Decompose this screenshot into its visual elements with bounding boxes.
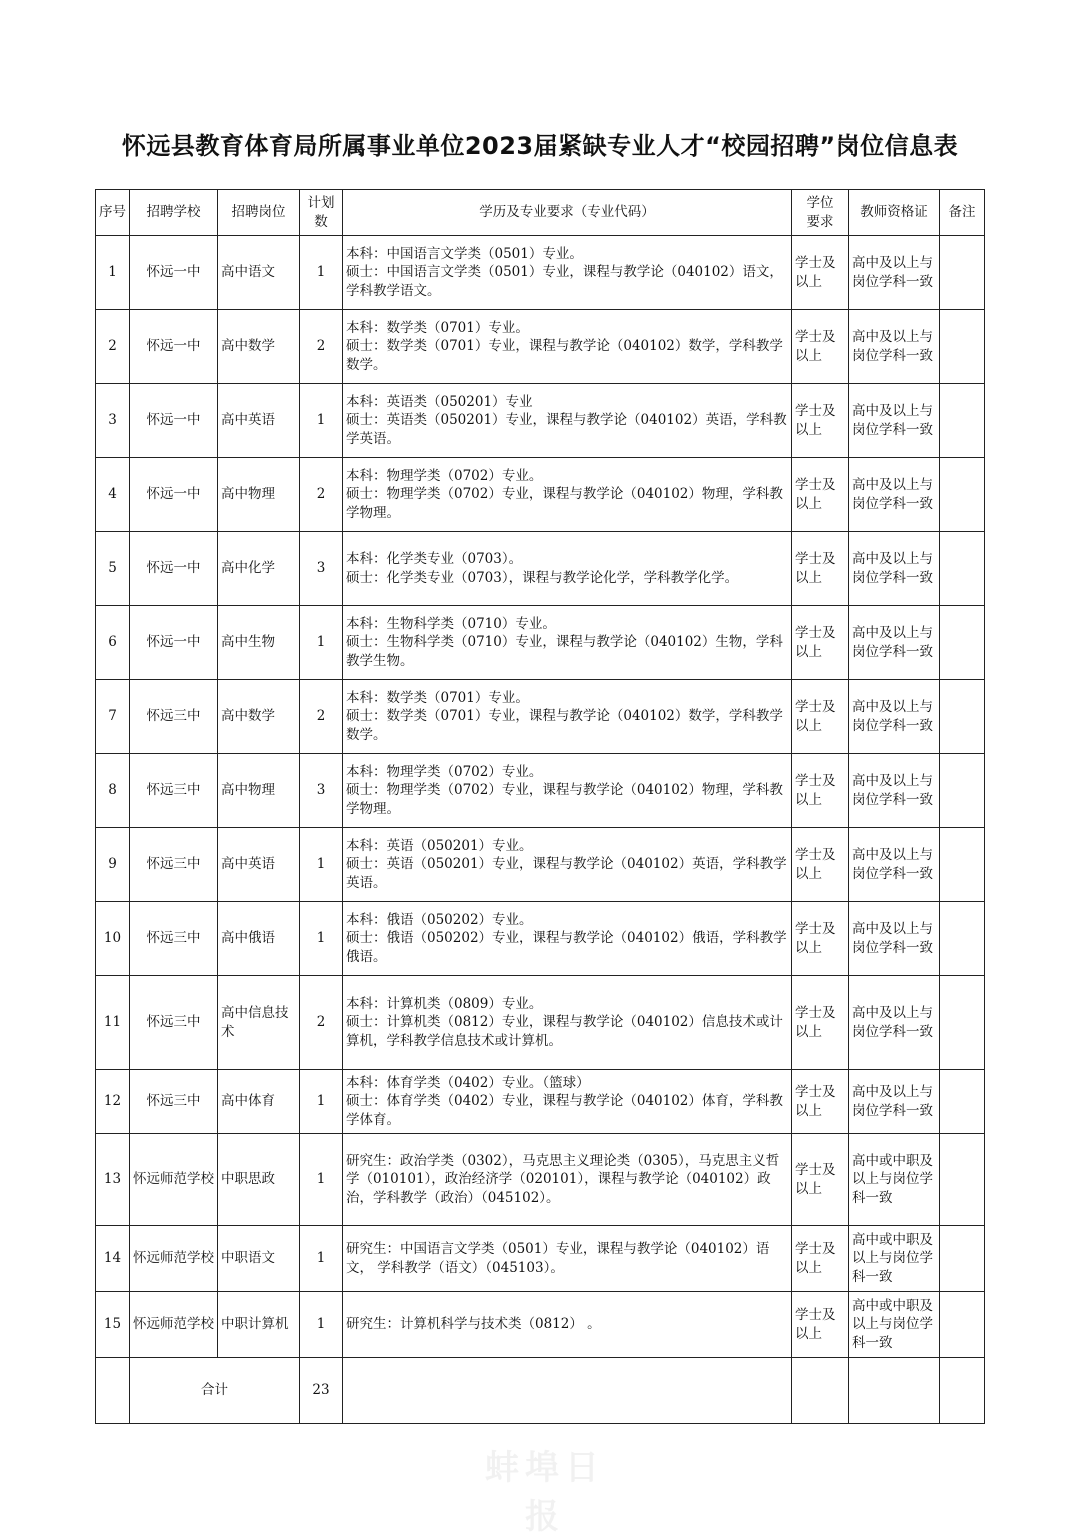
header-school: 招聘学校 (130, 190, 218, 236)
row-school: 怀远三中 (130, 976, 218, 1070)
row-index: 14 (96, 1226, 130, 1292)
row-index: 7 (96, 680, 130, 754)
row-index: 2 (96, 310, 130, 384)
requirement-line: 硕士：英语（050201）专业，课程与教学论（040102）英语，学科教学英语。 (346, 856, 787, 891)
row-count: 1 (300, 828, 343, 902)
total-count: 23 (300, 1358, 343, 1424)
requirement-line: 研究生：计算机科学与技术类（0812） 。 (346, 1316, 601, 1333)
total-remark-cell (940, 1358, 985, 1424)
requirement-line: 本科：物理学类（0702）专业。 (346, 763, 543, 780)
row-requirements (343, 1226, 792, 1292)
table-row (96, 310, 985, 384)
row-certificate: 高中及以上与岗位学科一致 (849, 458, 940, 532)
row-index: 5 (96, 532, 130, 606)
row-certificate: 高中及以上与岗位学科一致 (849, 606, 940, 680)
row-certificate: 高中或中职及以上与岗位学科一致 (849, 1226, 940, 1292)
row-requirements (343, 1292, 792, 1358)
row-degree: 学士及以上 (792, 976, 849, 1070)
row-remark (940, 902, 985, 976)
row-index: 3 (96, 384, 130, 458)
row-requirements (343, 236, 792, 310)
row-remark (940, 1134, 985, 1226)
row-certificate: 高中及以上与岗位学科一致 (849, 828, 940, 902)
requirement-line: 本科：数学类（0701）专业。 (346, 689, 529, 706)
recruitment-table (95, 189, 985, 1424)
row-requirements (343, 828, 792, 902)
requirement-line: 硕士：数学类（0701）专业，课程与教学论（040102）数学，学科教学数学。 (346, 708, 783, 743)
table-row (96, 902, 985, 976)
row-position: 中职计算机 (218, 1292, 300, 1358)
row-degree: 学士及以上 (792, 532, 849, 606)
row-remark (940, 976, 985, 1070)
requirement-line: 本科：中国语言文学类（0501）专业。 (346, 245, 583, 262)
row-certificate: 高中及以上与岗位学科一致 (849, 754, 940, 828)
row-requirements (343, 902, 792, 976)
row-position: 高中物理 (218, 458, 300, 532)
row-degree: 学士及以上 (792, 680, 849, 754)
table-row (96, 680, 985, 754)
requirement-line: 本科：生物科学类（0710）专业。 (346, 615, 556, 632)
row-position: 高中数学 (218, 680, 300, 754)
row-position: 高中化学 (218, 532, 300, 606)
table-row (96, 754, 985, 828)
requirement-line: 本科：计算机类（0809）专业。 (346, 995, 543, 1012)
table-header-row (96, 190, 985, 236)
row-degree: 学士及以上 (792, 1226, 849, 1292)
requirement-line: 硕士：数学类（0701）专业，课程与教学论（040102）数学，学科教学数学。 (346, 338, 783, 373)
table-row (96, 458, 985, 532)
header-index: 序号 (96, 190, 130, 236)
table-row (96, 532, 985, 606)
row-degree: 学士及以上 (792, 1292, 849, 1358)
row-remark (940, 236, 985, 310)
requirement-line: 研究生：政治学类（0302），马克思主义理论类（0305），马克思主义哲学（010101），政治经济学（020101），课程与教学论（040102）政治，学科教学（政治）（045102）。 (346, 1152, 780, 1206)
table-row (96, 384, 985, 458)
requirement-line: 硕士：体育学类（0402）专业，课程与教学论（040102）体育，学科教学体育。 (346, 1093, 783, 1128)
header-certificate: 教师资格证 (849, 190, 940, 236)
row-count: 3 (300, 532, 343, 606)
requirement-line: 硕士：生物科学类（0710）专业，课程与教学论（040102）生物，学科教学生物。 (346, 634, 783, 669)
row-certificate: 高中及以上与岗位学科一致 (849, 532, 940, 606)
row-count: 1 (300, 1292, 343, 1358)
row-count: 1 (300, 1070, 343, 1134)
row-degree: 学士及以上 (792, 1134, 849, 1226)
row-count: 1 (300, 384, 343, 458)
row-school: 怀远一中 (130, 606, 218, 680)
row-count: 1 (300, 1226, 343, 1292)
row-remark (940, 384, 985, 458)
total-row (96, 1358, 985, 1424)
header-requirements: 学历及专业要求（专业代码） (343, 190, 792, 236)
total-degree-cell (792, 1358, 849, 1424)
row-position: 高中数学 (218, 310, 300, 384)
row-index: 9 (96, 828, 130, 902)
total-blank-cell (96, 1358, 130, 1424)
row-certificate: 高中及以上与岗位学科一致 (849, 680, 940, 754)
total-cert-cell (849, 1358, 940, 1424)
row-school: 怀远一中 (130, 384, 218, 458)
row-position: 高中英语 (218, 384, 300, 458)
row-certificate: 高中及以上与岗位学科一致 (849, 310, 940, 384)
row-school: 怀远一中 (130, 458, 218, 532)
row-certificate: 高中及以上与岗位学科一致 (849, 976, 940, 1070)
table-row (96, 606, 985, 680)
row-remark (940, 754, 985, 828)
row-position: 高中语文 (218, 236, 300, 310)
row-count: 2 (300, 458, 343, 532)
watermark-logo: 蚌埠日报 (485, 1448, 605, 1537)
table-row (96, 236, 985, 310)
row-remark (940, 606, 985, 680)
row-requirements (343, 310, 792, 384)
row-requirements (343, 384, 792, 458)
row-school: 怀远师范学校 (130, 1134, 218, 1226)
row-degree: 学士及以上 (792, 754, 849, 828)
requirement-line: 研究生：中国语言文学类（0501）专业，课程与教学论（040102）语文， 学科教学（语文）（045103）。 (346, 1241, 770, 1276)
table-body (96, 236, 985, 1358)
row-position: 高中物理 (218, 754, 300, 828)
row-remark (940, 1292, 985, 1358)
row-remark (940, 1070, 985, 1134)
row-count: 2 (300, 976, 343, 1070)
row-index: 13 (96, 1134, 130, 1226)
row-position: 高中体育 (218, 1070, 300, 1134)
header-count: 计划数 (300, 190, 343, 236)
row-requirements (343, 680, 792, 754)
row-degree: 学士及以上 (792, 236, 849, 310)
requirement-line: 硕士：英语类（050201）专业，课程与教学论（040102）英语，学科教学英语。 (346, 412, 787, 447)
row-remark (940, 1226, 985, 1292)
row-certificate: 高中及以上与岗位学科一致 (849, 902, 940, 976)
page-title: 怀远县教育体育局所属事业单位2023届紧缺专业人才“校园招聘”岗位信息表 (121, 132, 959, 160)
row-requirements (343, 606, 792, 680)
row-school: 怀远一中 (130, 236, 218, 310)
total-req-cell (343, 1358, 792, 1424)
requirement-line: 硕士：物理学类（0702）专业，课程与教学论（040102）物理，学科教学物理。 (346, 486, 783, 521)
row-certificate: 高中或中职及以上与岗位学科一致 (849, 1292, 940, 1358)
requirement-line: 本科：化学类专业（0703）。 (346, 551, 523, 567)
row-count: 3 (300, 754, 343, 828)
requirement-line: 本科：数学类（0701）专业。 (346, 319, 529, 336)
row-requirements (343, 532, 792, 606)
row-count: 1 (300, 236, 343, 310)
header-remarks: 备注 (940, 190, 985, 236)
requirement-line: 本科：英语类（050201）专业 (346, 393, 533, 410)
requirement-line: 本科：物理学类（0702）专业。 (346, 467, 543, 484)
row-school: 怀远师范学校 (130, 1292, 218, 1358)
row-index: 15 (96, 1292, 130, 1358)
row-certificate: 高中及以上与岗位学科一致 (849, 384, 940, 458)
row-school: 怀远师范学校 (130, 1226, 218, 1292)
header-degree: 学位要求 (792, 190, 849, 236)
row-position: 中职语文 (218, 1226, 300, 1292)
requirement-line: 硕士：俄语（050202）专业，课程与教学论（040102）俄语，学科教学俄语。 (346, 930, 787, 965)
table-row (96, 1070, 985, 1134)
row-remark (940, 458, 985, 532)
requirement-line: 本科：俄语（050202）专业。 (346, 911, 533, 928)
requirement-line: 硕士：计算机类（0812）专业，课程与教学论（040102）信息技术或计算机，学科教学信息技术或计算机。 (346, 1014, 783, 1049)
row-requirements (343, 458, 792, 532)
row-requirements (343, 976, 792, 1070)
row-remark (940, 532, 985, 606)
header-position: 招聘岗位 (218, 190, 300, 236)
row-school: 怀远三中 (130, 1070, 218, 1134)
row-certificate: 高中及以上与岗位学科一致 (849, 1070, 940, 1134)
row-position: 高中俄语 (218, 902, 300, 976)
row-count: 1 (300, 606, 343, 680)
table-row (96, 976, 985, 1070)
row-school: 怀远一中 (130, 532, 218, 606)
row-degree: 学士及以上 (792, 902, 849, 976)
row-index: 1 (96, 236, 130, 310)
row-certificate: 高中及以上与岗位学科一致 (849, 236, 940, 310)
row-degree: 学士及以上 (792, 384, 849, 458)
row-position: 高中生物 (218, 606, 300, 680)
requirement-line: 本科：体育学类（0402）专业。（篮球） (346, 1074, 590, 1091)
row-index: 11 (96, 976, 130, 1070)
row-degree: 学士及以上 (792, 458, 849, 532)
table-row (96, 1292, 985, 1358)
row-certificate: 高中或中职及以上与岗位学科一致 (849, 1134, 940, 1226)
row-school: 怀远三中 (130, 902, 218, 976)
row-remark (940, 828, 985, 902)
requirement-line: 硕士：物理学类（0702）专业，课程与教学论（040102）物理，学科教学物理。 (346, 782, 783, 817)
table-row (96, 828, 985, 902)
row-school: 怀远三中 (130, 828, 218, 902)
requirement-line: 硕士：中国语言文学类（0501）专业，课程与教学论（040102）语文，学科教学语文。 (346, 264, 783, 299)
row-requirements (343, 754, 792, 828)
row-school: 怀远三中 (130, 754, 218, 828)
row-remark (940, 310, 985, 384)
row-degree: 学士及以上 (792, 828, 849, 902)
total-label: 合计 (130, 1358, 300, 1424)
row-position: 高中信息技术 (218, 976, 300, 1070)
row-degree: 学士及以上 (792, 606, 849, 680)
row-count: 1 (300, 1134, 343, 1226)
requirement-line: 硕士：化学类专业（0703），课程与教学论化学，学科教学化学。 (346, 569, 739, 586)
row-index: 10 (96, 902, 130, 976)
row-index: 8 (96, 754, 130, 828)
row-school: 怀远三中 (130, 680, 218, 754)
table-row (96, 1226, 985, 1292)
requirement-line: 本科：英语（050201）专业。 (346, 837, 533, 854)
row-school: 怀远一中 (130, 310, 218, 384)
row-index: 4 (96, 458, 130, 532)
row-position: 高中英语 (218, 828, 300, 902)
row-position: 中职思政 (218, 1134, 300, 1226)
row-index: 6 (96, 606, 130, 680)
row-remark (940, 680, 985, 754)
row-count: 1 (300, 902, 343, 976)
row-degree: 学士及以上 (792, 310, 849, 384)
row-requirements (343, 1134, 792, 1226)
row-degree: 学士及以上 (792, 1070, 849, 1134)
row-count: 2 (300, 310, 343, 384)
row-count: 2 (300, 680, 343, 754)
table-row (96, 1134, 985, 1226)
row-requirements (343, 1070, 792, 1134)
row-index: 12 (96, 1070, 130, 1134)
